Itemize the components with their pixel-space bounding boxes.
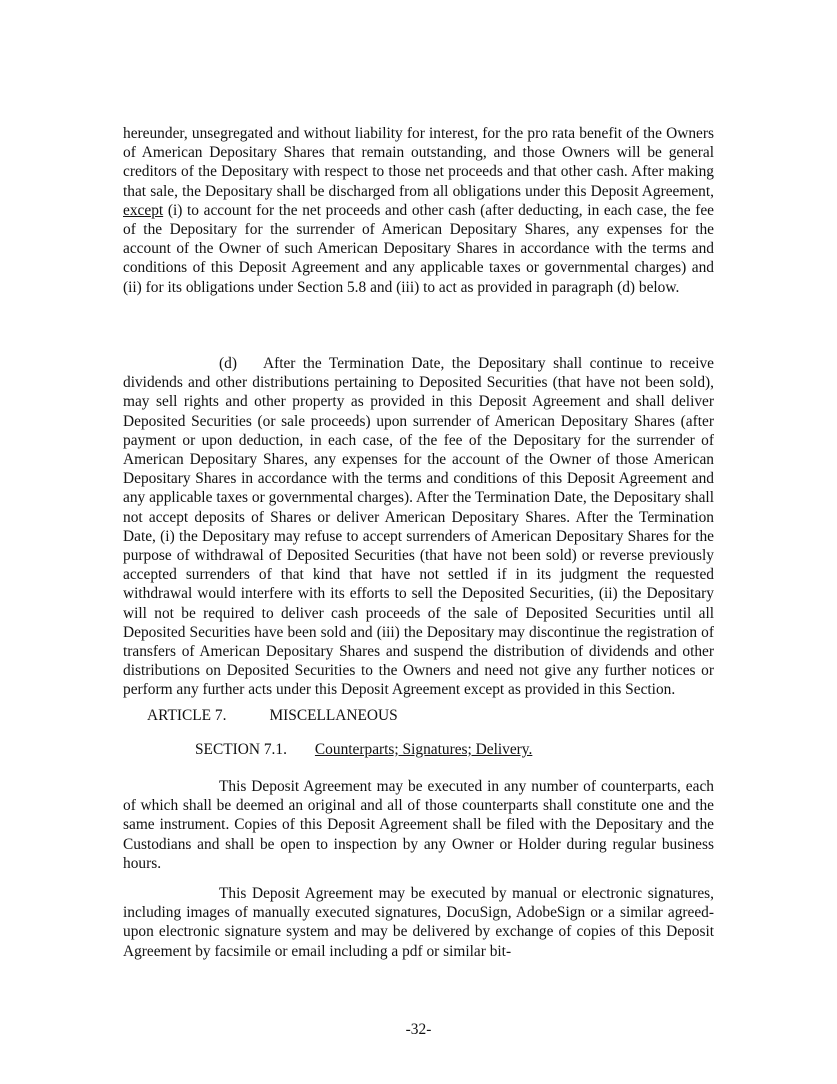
article-title: MISCELLANEOUS (269, 707, 398, 724)
section-heading (195, 740, 532, 759)
page-number: -32- (405, 1021, 432, 1038)
section-title: Counterparts; Signatures; Delivery. (314, 741, 533, 758)
article-number: ARTICLE 7. (147, 707, 227, 724)
signatures-paragraph: This Deposit Agreement may be executed by manual or electronic signatures, including images of manually executed signatures, DocuSign, AdobeSign or a similar agreed-upon electronic signature system and may be delivered by exchange of copies of this Deposit Agreement by facsimile or email including a pdf or similar bit- (123, 885, 714, 960)
paragraph-d-text: After the Termination Date, the Depositary shall continue to receive dividends and other distributions pertaining to Deposited Securities (that have not been sold), may sell rights and other property as provided in this Deposit Agreement and shall deliver Deposited Securities (or sale proceeds) upon surrender of American Depositary Shares (after payment or upon deduction, in each case, of the fee of the Depositary for the surrender of American Depositary Shares, any expenses for the account of the Owner of those American Depositary Shares in accordance with the terms and conditions of this Deposit Agreement and any applicable taxes or governmental charges). After the Termination Date, the Depositary shall not accept deposits of Shares or deliver American Depositary Shares. After the Termination Date, (i) the Depositary may refuse to accept surrenders of American Depositary Shares for the purpose of withdrawal of Deposited Securities (that have not been sold) or reverse previously accepted surrenders of that kind that have not settled if in its judgment the requested withdrawal would interfere with its efforts to sell the Deposited Securities, (ii) the Depositary will not be required to deliver cash proceeds of the sale of Deposited Securities until all Deposited Securities have been sold and (iii) the Depositary may discontinue the registration of transfers of American Depositary Shares and suspend the distribution of dividends and other distributions on Deposited Securities to the Owners and need not give any further notices or perform any further acts under this Deposit Agreement except as provided in this Section. (123, 355, 714, 699)
paragraph-d-label: (d) (219, 355, 237, 372)
section-number: SECTION 7.1. (195, 741, 287, 758)
article-heading (147, 706, 398, 725)
except-word: except (123, 201, 164, 219)
continuation-text-start: hereunder, unsegregated and without liability for interest, for the pro rata benefit of the Owners of American Depositary Shares that remain outstanding, and those Owners will be general creditors of the Depositary with respect to those net proceeds and that other cash. After making that sale, the Depositary shall be discharged from all obligations under this Deposit Agreement, (123, 125, 714, 200)
continuation-text-end: (i) to account for the net proceeds and other cash (after deducting, in each case, the fee of the Depositary for the surrender of American Depositary Shares, any expenses for the account of the Owner of such American Depositary Shares in accordance with the terms and conditions of this Deposit Agreement and any applicable taxes or governmental charges) and (ii) for its obligations under Section 5.8 and (iii) to act as provided in paragraph (d) below. (123, 201, 714, 296)
continuation-paragraph (123, 124, 714, 297)
paragraph-d (123, 354, 714, 700)
counterparts-paragraph: This Deposit Agreement may be executed in any number of counterparts, each of which shall be deemed an original and all of those counterparts shall constitute one and the same instrument. Copies of this Deposit Agreement shall be filed with the Depositary and the Custodians and shall be open to inspection by any Owner or Holder during regular business hours. (123, 778, 714, 872)
